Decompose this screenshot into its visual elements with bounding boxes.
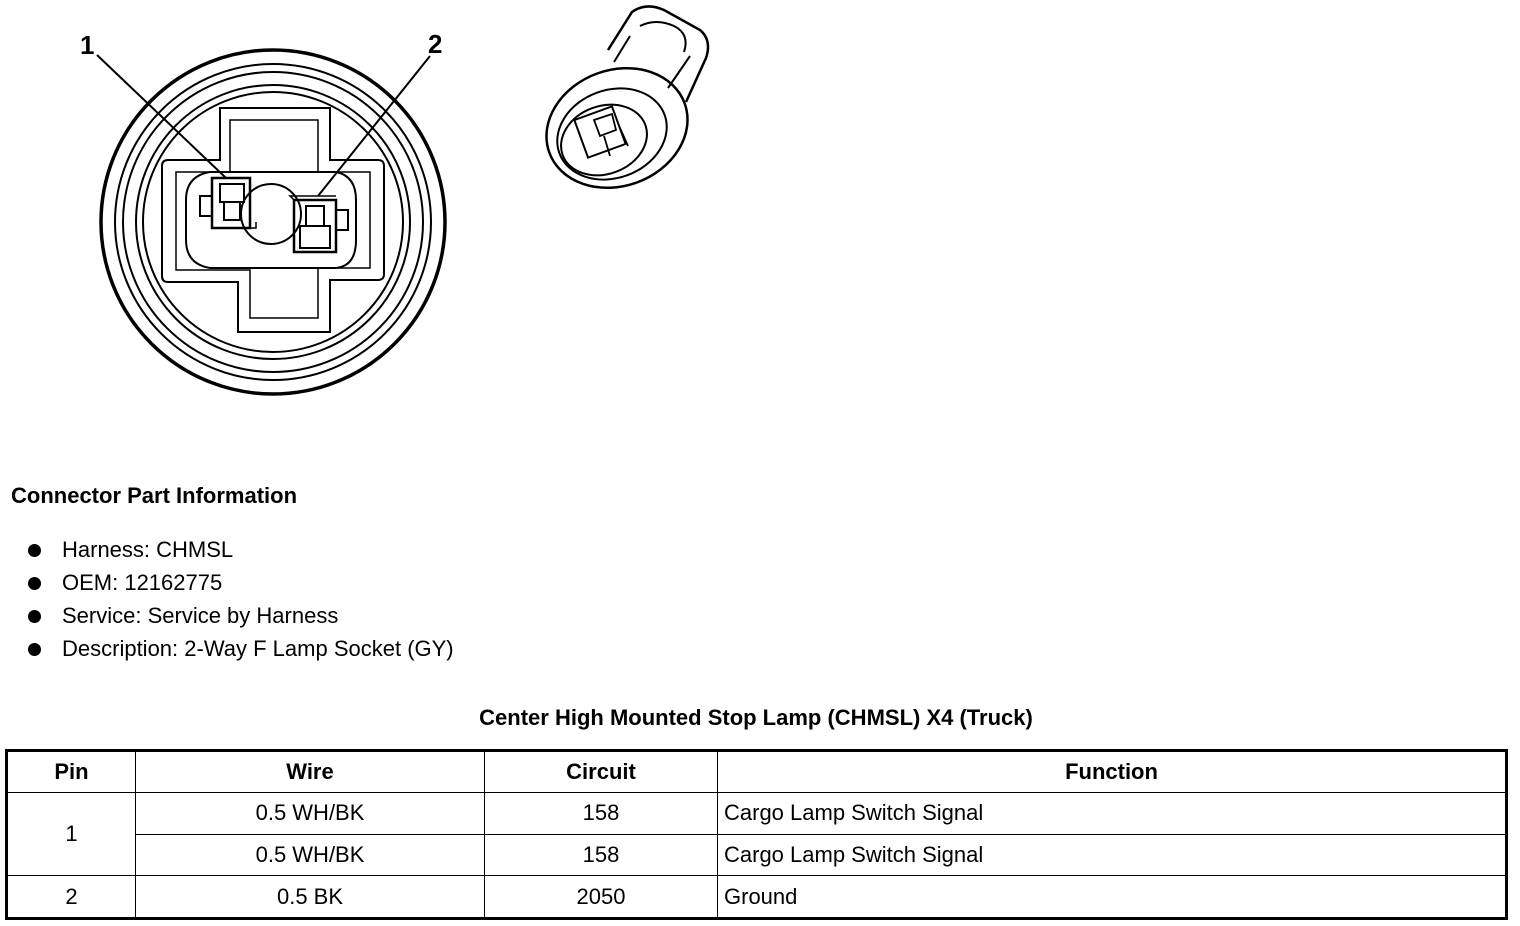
connector-face-view-icon <box>0 0 1520 420</box>
table-header-row <box>7 751 1507 793</box>
description-text: Description: 2-Way F Lamp Socket (GY) <box>62 636 454 661</box>
list-item <box>26 635 454 668</box>
header-circuit: Circuit <box>485 751 718 793</box>
table-row <box>7 793 1507 835</box>
pin-cell: 2 <box>7 876 136 919</box>
circuit-cell: 2050 <box>485 876 718 919</box>
function-cell: Cargo Lamp Switch Signal <box>718 793 1507 835</box>
circuit-cell: 158 <box>485 793 718 835</box>
bullet-icon <box>28 544 41 557</box>
wire-cell: 0.5 BK <box>136 876 485 919</box>
header-function: Function <box>718 751 1507 793</box>
function-cell: Cargo Lamp Switch Signal <box>718 834 1507 876</box>
harness-text: Harness: CHMSL <box>62 537 234 562</box>
lamp-socket-side-view-icon <box>530 6 708 207</box>
header-pin: Pin <box>7 751 136 793</box>
circuit-cell: 158 <box>485 834 718 876</box>
function-cell: Ground <box>718 876 1507 919</box>
list-item <box>26 536 454 569</box>
table-row <box>7 834 1507 876</box>
table-title: Center High Mounted Stop Lamp (CHMSL) X4 (Truck) <box>479 705 1033 730</box>
callout-2: 2 <box>428 29 443 59</box>
list-item <box>26 569 454 602</box>
table-row <box>7 876 1507 919</box>
wire-cell: 0.5 WH/BK <box>136 793 485 835</box>
bullet-icon <box>28 610 41 623</box>
connector-info-list <box>26 536 454 668</box>
callout-1: 1 <box>80 30 95 60</box>
bullet-icon <box>28 643 41 656</box>
pin-cell: 1 <box>7 793 136 876</box>
connector-info-heading: Connector Part Information <box>11 483 298 508</box>
list-item <box>26 602 454 635</box>
oem-text: OEM: 12162775 <box>62 570 223 595</box>
wire-cell: 0.5 WH/BK <box>136 834 485 876</box>
pin-table <box>5 749 1508 920</box>
header-wire: Wire <box>136 751 485 793</box>
service-text: Service: Service by Harness <box>62 603 339 628</box>
bullet-icon <box>28 577 41 590</box>
connector-diagram <box>0 0 1520 420</box>
